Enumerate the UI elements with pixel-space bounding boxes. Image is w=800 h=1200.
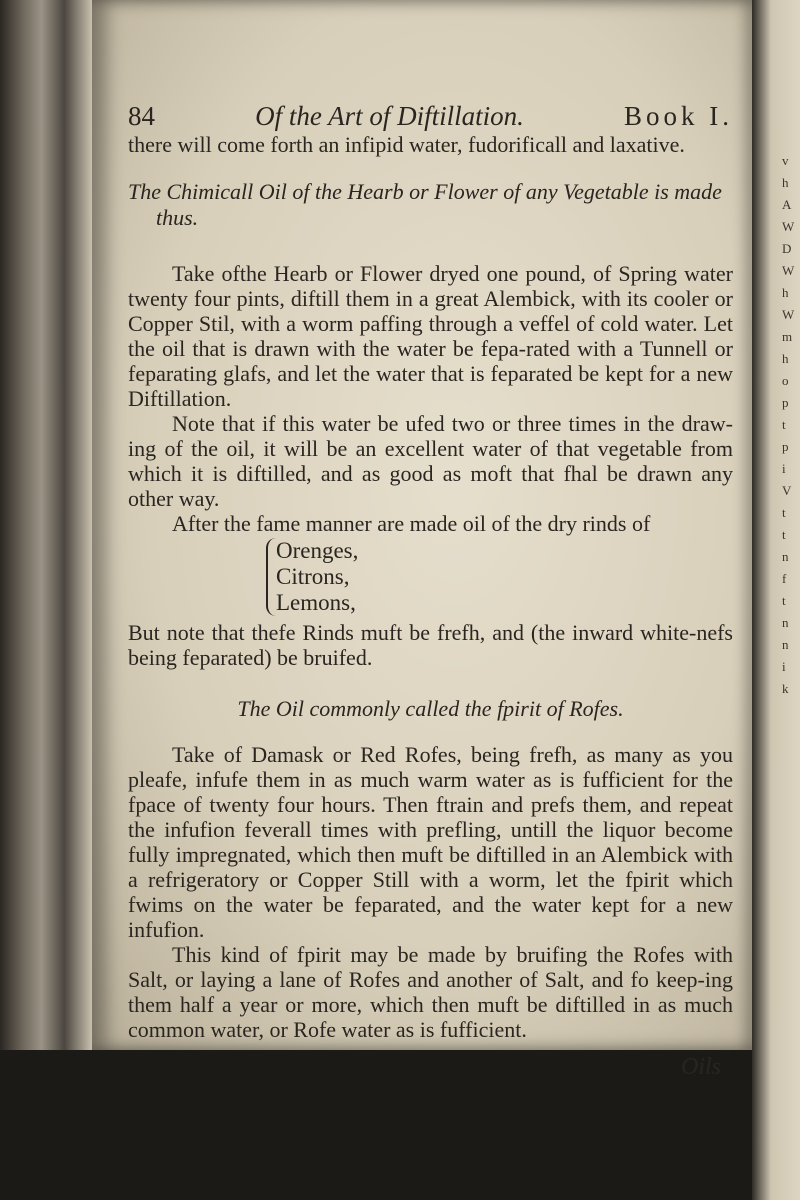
facing-page-fragment: t — [782, 527, 786, 542]
facing-page-fragment: f — [782, 571, 787, 586]
facing-page-fragment: i — [782, 659, 786, 674]
facing-page-fragment: h — [782, 285, 789, 300]
page-content — [128, 100, 733, 1081]
catchword: Oils — [680, 1054, 721, 1080]
page-number: 84 — [128, 101, 155, 131]
list-item: Lemons, — [276, 590, 356, 615]
paragraph: there will come forth an infipid water, fudorificall and laxative. — [128, 132, 685, 157]
facing-page-fragment: t — [782, 593, 786, 608]
facing-page-fragment: t — [782, 505, 786, 520]
facing-page-fragment: n — [782, 615, 789, 630]
facing-page-fragment: m — [782, 329, 793, 344]
facing-page-fragment: V — [782, 483, 792, 498]
paragraph: But note that thefe Rinds muft be frefh, and (the inward white-nefs being feparated) be bruifed. — [128, 620, 733, 670]
facing-page-fragment: n — [782, 549, 789, 564]
paragraph: Take of Damask or Red Rofes, being frefh, as many as you pleafe, infufe them in as much warm water as is fufficient for the fpace of twenty four hours. Then ftrain and prefs them, and repeat the infufion feverall times with prefling, untill the liquor become fully impregnated, which then muft be diftilled in an Alembick with a refrigeratory or Copper Still with a worm, let the fpirit which fwims on the water be feparated, and the water kept for a new infufion. — [128, 742, 733, 942]
section-heading — [128, 179, 733, 231]
facing-page-fragment: h — [782, 351, 789, 366]
rinds-list — [266, 538, 733, 616]
facing-page-fragment: D — [782, 241, 792, 256]
facing-page-fragment: k — [782, 681, 789, 696]
section-heading: The Oil commonly called the fpirit of Rofes. — [237, 696, 624, 721]
left-page-edge — [0, 0, 92, 1050]
facing-page-fragment: o — [782, 373, 789, 388]
paragraph: Note that if this water be ufed two or three times in the draw-ing of the oil, it will be an excellent water of that vegetable from which it is diftilled, and as good as moft that fhal be drawn any other way. — [128, 411, 733, 511]
section-heading-continuation: thus. — [156, 205, 199, 230]
list-item: Orenges, — [276, 538, 359, 563]
list-item: Citrons, — [276, 564, 350, 589]
running-title: Of the Art of Diftillation. — [255, 101, 524, 131]
facing-page-fragment: W — [782, 219, 795, 234]
facing-page-edge — [752, 0, 800, 1200]
book-number: Book I. — [623, 101, 733, 131]
facing-page-fragment: W — [782, 263, 795, 278]
facing-page-fragment: t — [782, 417, 786, 432]
facing-page-fragment: h — [782, 175, 789, 190]
paragraph: This kind of fpirit may be made by bruifing the Rofes with Salt, or laying a lane of Rofes and another of Salt, and fo keep-ing them half a year or more, which then muft be diftilled in as much common water, or Rofe water as is fufficient. — [128, 942, 733, 1042]
facing-page-fragment: p — [782, 395, 789, 410]
facing-page-fragment: v — [782, 153, 789, 168]
facing-page-fragment: i — [782, 461, 786, 476]
facing-page-fragment: A — [782, 197, 792, 212]
paragraph: After the fame manner are made oil of the dry rinds of — [172, 511, 651, 536]
facing-page-fragment: W — [782, 307, 795, 322]
section-heading-text: The Chimicall Oil of the Hearb or Flower of any Vegetable is made — [128, 179, 722, 204]
facing-page-fragment: p — [782, 439, 789, 454]
paragraph: Take ofthe Hearb or Flower dryed one pound, of Spring water twenty four pints, diftill them in a great Alembick, with its cooler or Copper Stil, with a worm paffing through a veffel of cold water. Let the oil that is drawn with the water be fepa-rated with a Tunnell or feparating glafs, and let the water that is feparated be kept for a new Diftillation. — [128, 261, 733, 411]
facing-page-fragment: n — [782, 637, 789, 652]
running-header — [128, 100, 733, 132]
